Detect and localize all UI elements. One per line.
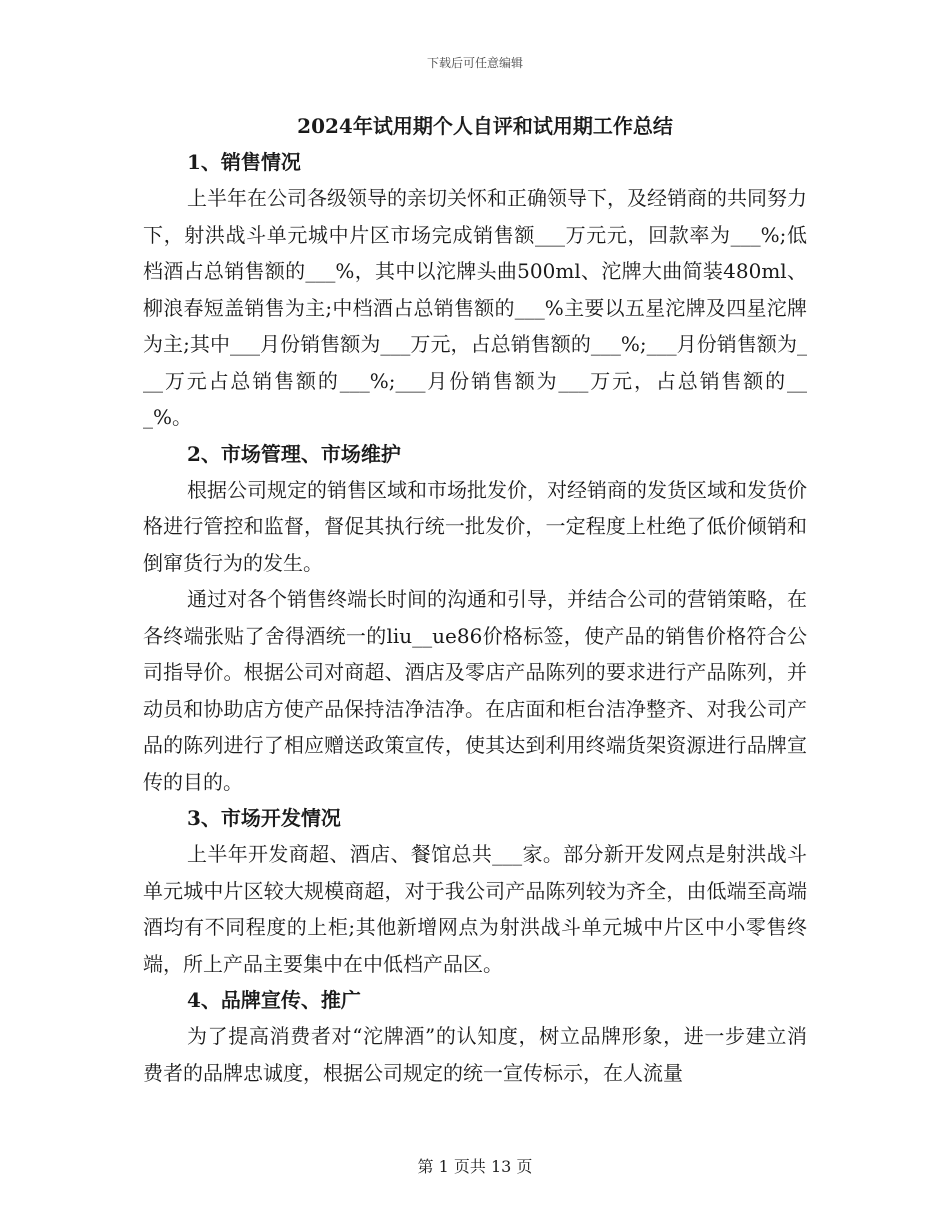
section-market-development (143, 800, 807, 982)
page-footer: 第 1 页共 13 页 (417, 1157, 533, 1176)
section-heading: 3、市场开发情况 (187, 806, 341, 830)
document-title: 2024年试用期个人自评和试用期工作总结 (297, 114, 673, 138)
document-body (143, 108, 807, 1091)
section-heading: 2、市场管理、市场维护 (187, 441, 401, 466)
section-heading: 4、品牌宣传、推广 (187, 988, 361, 1012)
paragraph: 根据公司规定的销售区域和市场批发价，对经销商的发货区域和发货价格进行管控和监督，督促其执行统一批发价，一定程度上杜绝了低价倾销和倒窜货行为的发生。 (143, 477, 807, 575)
paragraph: 上半年在公司各级领导的亲切关怀和正确领导下，及经销商的共同努力下，射洪战斗单元城中片区市场完成销售额___万元元，回款率为___%;低档酒占总销售额的___%，其中以沱牌头曲500ml、沱牌大曲简装480ml、柳浪春短盖销售为主;中档酒占总销售额的___%主要以五星沱牌及四星沱牌为主;其中___月份销售额为___万元，占总销售额的___%;___月份销售额为___万元占总销售额的___%;___月份销售额为___万元，占总销售额的___%。 (143, 186, 807, 429)
section-brand-promotion (143, 982, 807, 1091)
paragraph: 上半年开发商超、酒店、餐馆总共___家。部分新开发网点是射洪战斗单元城中片区较大规模商超，对于我公司产品陈列较为齐全，由低端至高端酒均有不同程度的上柜;其他新增网点为射洪战斗单元城中片区中小零售终端，所上产品主要集中在中低档产品区。 (143, 842, 807, 976)
paragraph: 为了提高消费者对“沱牌酒”的认知度，树立品牌形象，进一步建立消费者的品牌忠诚度，根据公司规定的统一宣传标示，在人流量 (143, 1024, 807, 1085)
section-market-management (143, 436, 807, 801)
page-header-note: 下载后可任意编辑 (426, 56, 523, 70)
section-sales (143, 144, 807, 436)
paragraph: 通过对各个销售终端长时间的沟通和引导，并结合公司的营销策略，在各终端张贴了舍得酒统一的liu__ue86价格标签，使产品的销售价格符合公司指导价。根据公司对商超、酒店及零店产品陈列的要求进行产品陈列，并动员和协助店方使产品保持洁净洁净。在店面和柜台洁净整齐、对我公司产品的陈列进行了相应赠送政策宣传，使其达到利用终端货架资源进行品牌宣传的目的。 (143, 587, 807, 794)
section-heading: 1、销售情况 (187, 150, 301, 174)
